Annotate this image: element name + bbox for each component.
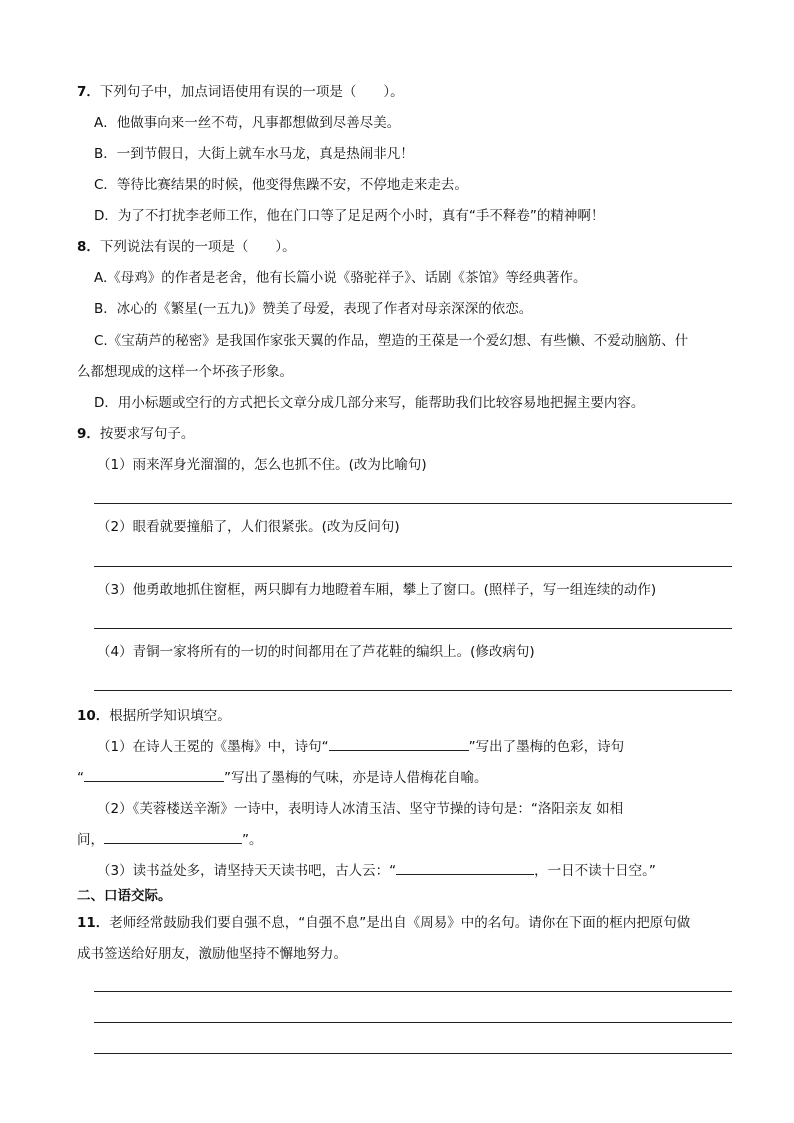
q8-stem: 下列说法有误的一项是（ ）。 <box>99 239 296 255</box>
q9-item-3: （3）他勇敢地抓住窗框，两只脚有力地瞪着车厢，攀上了窗口。(照样子，写一组连续的动作) <box>97 582 657 598</box>
q10-item-2-text-c: ”。 <box>242 832 263 848</box>
q11-line-2: 成书签送给好朋友，激励他坚持不懈地努力。 <box>77 946 347 962</box>
q9-stem-line <box>77 425 194 443</box>
q10-item-1-text-c: “ <box>77 770 84 786</box>
q10-blank-1[interactable] <box>329 738 469 751</box>
q9-number: 9． <box>77 426 100 442</box>
q10-item-1-line1 <box>97 738 624 756</box>
q10-item-1-text-d: ”写出了墨梅的气味，亦是诗人借梅花自喻。 <box>224 770 488 786</box>
q7-option-d: D．为了不打扰李老师工作，他在门口等了足足两个小时，真有“手不释卷”的精神啊！ <box>94 208 605 224</box>
q11-line-1 <box>77 914 690 932</box>
q10-blank-4[interactable] <box>396 862 534 875</box>
q8-option-b: B．冰心的《繁星(一五九)》赞美了母爱，表现了作者对母亲深深的依恋。 <box>94 301 533 317</box>
q7-option-b: B．一到节假日，大街上就车水马龙，真是热闹非凡！ <box>94 146 414 162</box>
q7-number: 7． <box>77 84 100 100</box>
q10-blank-3[interactable] <box>104 831 242 844</box>
q8-stem-line <box>77 238 296 256</box>
q11-answer-line-3[interactable] <box>94 1053 732 1054</box>
q9-item-1: （1）雨来浑身光溜溜的，怎么也抓不住。(改为比喻句) <box>97 457 427 473</box>
q10-stem: 根据所学知识填空。 <box>109 708 231 724</box>
q8-option-d: D．用小标题或空行的方式把长文章分成几部分来写，能帮助我们比较容易地把握主要内容。 <box>94 395 645 411</box>
q10-item-2-line1: （2）《芙蓉楼送辛渐》一诗中，表明诗人冰清玉洁、坚守节操的诗句是：“洛阳亲友 如相 <box>97 801 624 817</box>
q7-stem: 下列句子中，加点词语使用有误的一项是（ ）。 <box>99 84 404 100</box>
q10-item-1-line2 <box>77 769 488 787</box>
q8-option-c-line2: 么都想现成的这样一个坏孩子形象。 <box>77 364 293 380</box>
q9-answer-line-2[interactable] <box>94 566 732 567</box>
q10-number: 10． <box>77 708 110 724</box>
q8-number: 8． <box>77 239 100 255</box>
q11-answer-line-2[interactable] <box>94 1022 732 1023</box>
q11-text-1: 老师经常鼓励我们要自强不息，“自强不息”是出自《周易》中的名句。请你在下面的框内把原句做 <box>109 915 691 931</box>
q10-item-2-line2 <box>77 831 263 849</box>
q8-option-a: A.《母鸡》的作者是老舍，他有长篇小说《骆驼祥子》、话剧《茶馆》等经典著作。 <box>94 270 587 286</box>
q7-stem-line <box>77 83 404 101</box>
q7-option-c: C．等待比赛结果的时候，他变得焦躁不安，不停地走来走去。 <box>94 177 468 193</box>
q10-item-3-text-a: （3）读书益处多，请坚持天天读书吧，古人云：“ <box>97 863 397 879</box>
q11-number: 11． <box>77 915 110 931</box>
q7-option-a: A．他做事向来一丝不苟，凡事都想做到尽善尽美。 <box>94 115 401 131</box>
q10-stem-line <box>77 707 231 725</box>
q9-stem: 按要求写句子。 <box>99 426 195 442</box>
section-2-heading: 二、口语交际。 <box>77 888 172 904</box>
q10-blank-2[interactable] <box>84 769 224 782</box>
q10-item-3-line <box>97 862 656 880</box>
q9-answer-line-3[interactable] <box>94 628 732 629</box>
q8-option-c-line1: C.《宝葫芦的秘密》是我国作家张天翼的作品，塑造的王葆是一个爱幻想、有些懒、不爱动脑筋、什 <box>94 333 689 349</box>
q10-item-3-text-b: ，一日不读十日空。” <box>534 863 656 879</box>
q10-item-1-text-a: （1）在诗人王冕的《墨梅》中，诗句“ <box>97 739 329 755</box>
q9-answer-line-1[interactable] <box>94 503 732 504</box>
q10-item-2-text-b: 问， <box>77 832 104 848</box>
q9-item-2: （2）眼看就要撞船了，人们很紧张。(改为反问句) <box>97 519 400 535</box>
q9-answer-line-4[interactable] <box>94 690 732 691</box>
q11-answer-line-1[interactable] <box>94 991 732 992</box>
q9-item-4: （4）青铜一家将所有的一切的时间都用在了芦花鞋的编织上。(修改病句) <box>97 644 535 660</box>
q10-item-1-text-b: ”写出了墨梅的色彩，诗句 <box>468 739 625 755</box>
